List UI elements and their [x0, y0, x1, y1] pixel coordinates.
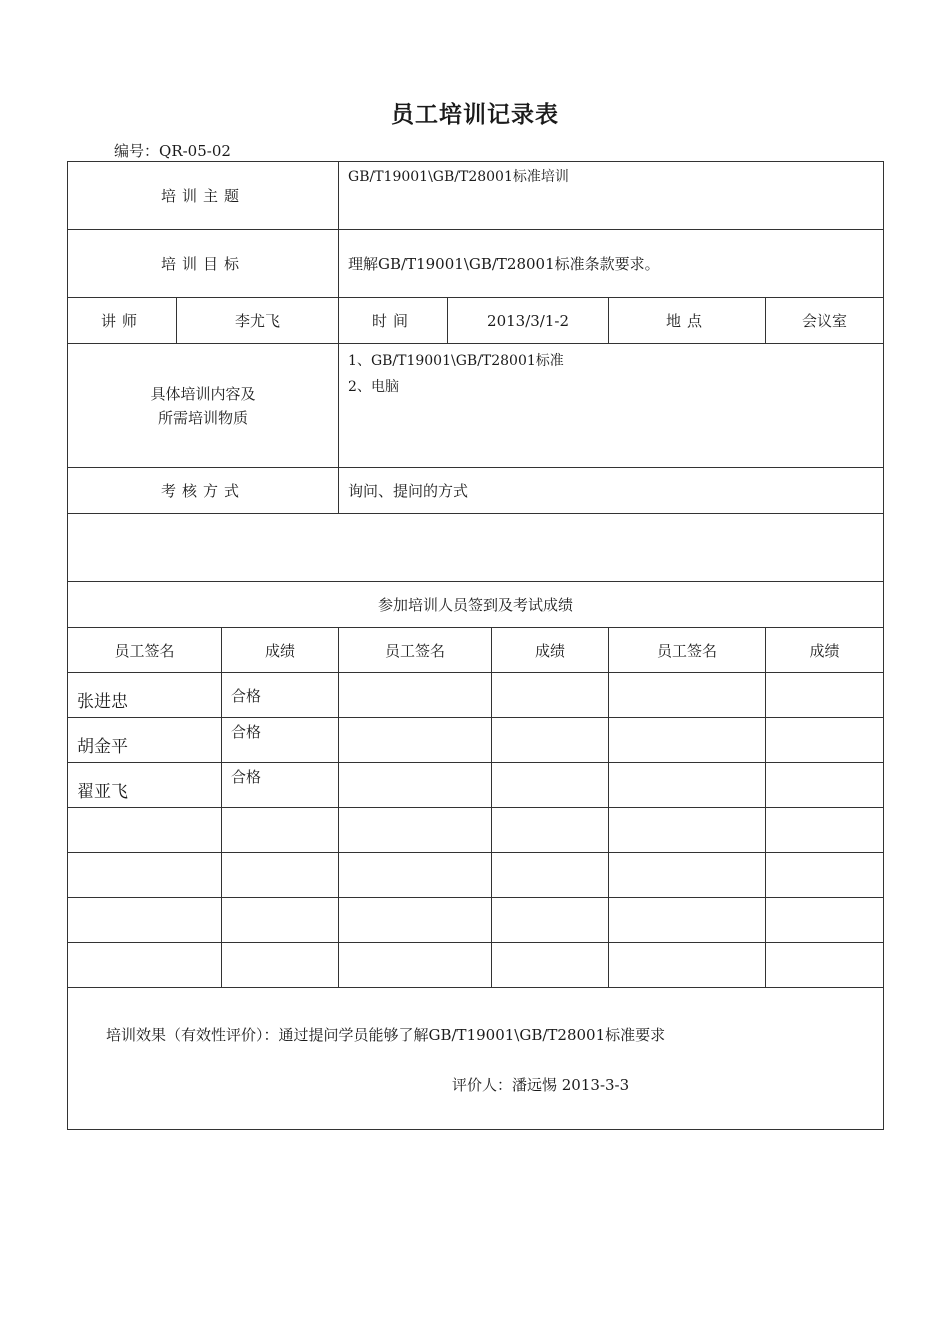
sign-header-score-1: 成绩	[222, 628, 339, 673]
empty-sign-row	[68, 808, 884, 853]
training-record-table	[67, 161, 884, 1130]
score-cell	[492, 943, 609, 988]
score-cell	[492, 808, 609, 853]
score-cell	[766, 898, 884, 943]
score-cell	[766, 673, 884, 718]
score-cell	[766, 808, 884, 853]
signature-cell	[609, 718, 766, 763]
attendee-name: 张进忠	[68, 673, 222, 718]
empty-sign-row	[68, 898, 884, 943]
attendee-score: 合格	[222, 718, 339, 763]
place-value: 会议室	[766, 298, 884, 344]
effect-cell	[68, 988, 884, 1130]
content-label-line1: 具体培训内容及	[150, 384, 256, 403]
signature-cell	[68, 808, 222, 853]
signature-cell	[68, 853, 222, 898]
sign-section-row	[68, 582, 884, 628]
info-row	[68, 298, 884, 344]
signature-cell	[609, 808, 766, 853]
blank-cell	[68, 514, 884, 582]
assess-label: 考核方式	[68, 468, 339, 514]
lecturer-value: 李尤飞	[177, 298, 339, 344]
signature-cell	[339, 718, 492, 763]
signature-cell	[609, 943, 766, 988]
topic-label: 培训主题	[68, 162, 339, 230]
score-cell	[222, 898, 339, 943]
page-title: 员工培训记录表	[391, 101, 559, 128]
score-cell	[492, 763, 609, 808]
goal-value: 理解GB/T19001\GB/T28001标准条款要求。	[339, 230, 884, 298]
score-cell	[492, 673, 609, 718]
content-item-2: 2、电脑	[348, 379, 399, 395]
attendee-row	[68, 718, 884, 763]
sign-header-score-3: 成绩	[766, 628, 884, 673]
time-label: 时间	[339, 298, 448, 344]
empty-sign-row	[68, 943, 884, 988]
content-label-line2: 所需培训物质	[158, 408, 249, 427]
effect-text: 培训效果（有效性评价）：通过提问学员能够了解GB/T19001\GB/T28001标准要求	[106, 1026, 666, 1044]
content-row	[68, 344, 884, 468]
attendee-score: 合格	[222, 673, 339, 718]
score-cell	[766, 763, 884, 808]
signature-cell	[609, 673, 766, 718]
signature-cell	[339, 763, 492, 808]
signature-cell	[609, 763, 766, 808]
attendee-row	[68, 763, 884, 808]
score-cell	[222, 853, 339, 898]
score-cell	[492, 718, 609, 763]
signature-cell	[339, 808, 492, 853]
signature-cell	[68, 898, 222, 943]
blank-row	[68, 514, 884, 582]
score-cell	[222, 943, 339, 988]
content-items	[339, 344, 884, 468]
place-label: 地点	[609, 298, 766, 344]
score-cell	[766, 718, 884, 763]
signature-cell	[609, 853, 766, 898]
attendee-name: 翟亚飞	[68, 763, 222, 808]
attendee-score: 合格	[222, 763, 339, 808]
empty-sign-row	[68, 853, 884, 898]
time-value: 2013/3/1-2	[448, 298, 609, 344]
sign-header-score-2: 成绩	[492, 628, 609, 673]
content-label	[68, 344, 339, 468]
signature-cell	[609, 898, 766, 943]
attendee-row	[68, 673, 884, 718]
assess-row	[68, 468, 884, 514]
signature-cell	[339, 898, 492, 943]
attendee-name: 胡金平	[68, 718, 222, 763]
sign-header-name-2: 员工签名	[339, 628, 492, 673]
goal-row	[68, 230, 884, 298]
content-item-1: 1、GB/T19001\GB/T28001标准	[348, 353, 564, 369]
document-number-label: 编号：	[114, 142, 160, 160]
goal-label: 培训目标	[68, 230, 339, 298]
score-cell	[492, 898, 609, 943]
score-cell	[766, 853, 884, 898]
score-cell	[492, 853, 609, 898]
signature-cell	[339, 673, 492, 718]
score-cell	[766, 943, 884, 988]
sign-section-title: 参加培训人员签到及考试成绩	[68, 582, 884, 628]
sign-header-name-1: 员工签名	[68, 628, 222, 673]
document-number-value: QR-05-02	[159, 142, 231, 160]
signature-cell	[339, 853, 492, 898]
lecturer-label: 讲师	[68, 298, 177, 344]
assess-value: 询问、提问的方式	[339, 468, 884, 514]
sign-header-name-3: 员工签名	[609, 628, 766, 673]
signature-cell	[339, 943, 492, 988]
signature-cell	[68, 943, 222, 988]
effect-row	[68, 988, 884, 1130]
evaluator-signature: 评价人：潘远惕 2013-3-3	[452, 1076, 630, 1094]
score-cell	[222, 808, 339, 853]
document-number	[114, 140, 231, 161]
topic-row	[68, 162, 884, 230]
topic-value: GB/T19001\GB/T28001标准培训	[339, 162, 884, 230]
sign-header-row	[68, 628, 884, 673]
